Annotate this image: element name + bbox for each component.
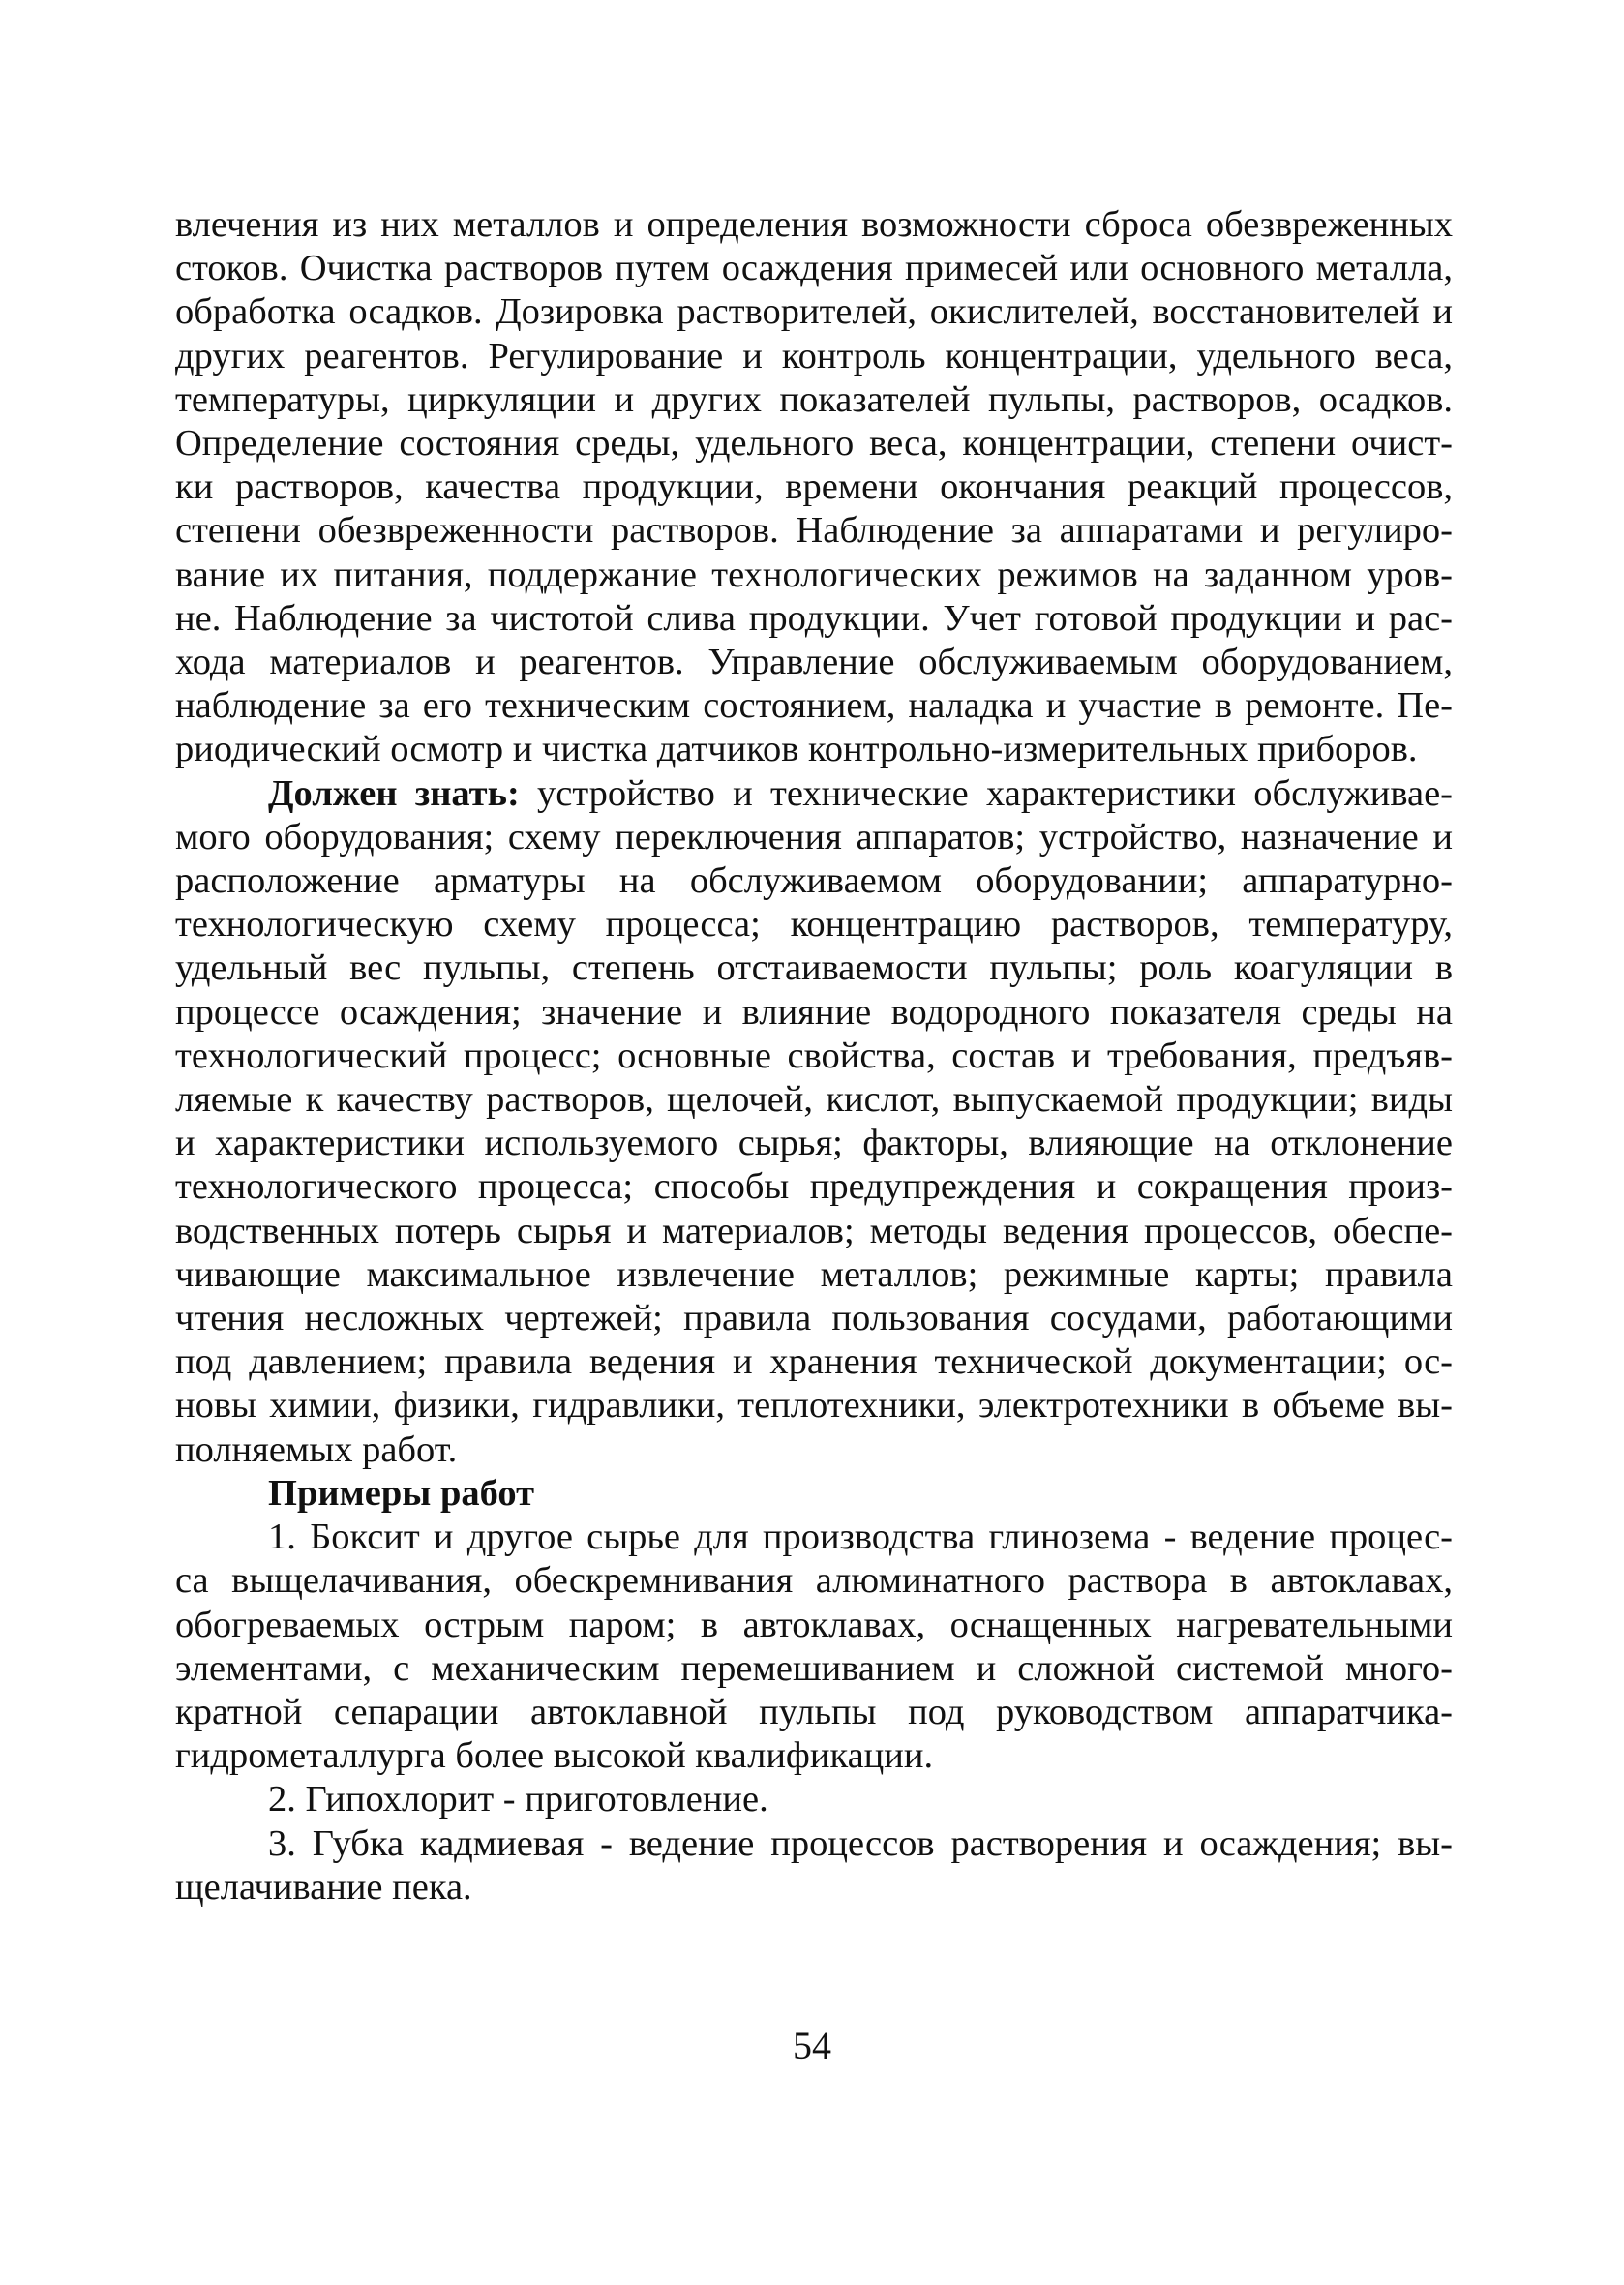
text-line: технологического процесса; способы предупреждения и сокращения произ-	[175, 1166, 1453, 1208]
paragraph-duties	[175, 203, 1453, 772]
text-line: влечения из них металлов и определения возможности сброса обезвреженных	[175, 204, 1453, 245]
text-line: хода материалов и реагентов. Управление обслуживаемым оборудованием,	[175, 642, 1453, 683]
text-line: чтения несложных чертежей; правила пользования сосудами, работающими	[175, 1298, 1453, 1339]
page-number: 54	[793, 2024, 831, 2067]
text-line: мого оборудования; схему переключения аппаратов; устройство, назначение и	[175, 816, 1453, 857]
text-line: процессе осаждения; значение и влияние водородного показателя среды на	[175, 991, 1453, 1033]
text-line: элементами, с механическим перемешиванием и сложной системой много-	[175, 1647, 1453, 1689]
text-line: гидрометаллурга более высокой квалификации.	[175, 1735, 934, 1777]
text-line: обогреваемых острым паром; в автоклавах, оснащенных нагревательными	[175, 1604, 1453, 1645]
text-line	[175, 772, 1453, 816]
text-line: кратной сепарации автоклавной пульпы под руководством аппаратчика-	[175, 1691, 1453, 1732]
text-line: риодический осмотр и чистка датчиков контрольно-измерительных приборов.	[175, 729, 1418, 770]
text-line: ки растворов, качества продукции, времени окончания реакций процессов,	[175, 466, 1453, 508]
body-text	[175, 203, 1453, 1909]
text-line: полняемых работ.	[175, 1428, 458, 1470]
example-1	[175, 1516, 1453, 1778]
text-line: расположение арматуры на обслуживаемом оборудовании; аппаратурно-	[175, 860, 1453, 902]
text-line: технологический процесс; основные свойства, состав и требования, предъяв-	[175, 1035, 1453, 1076]
examples-heading: Примеры работ	[268, 1472, 535, 1514]
must-know-first-line: устройство и технические характеристики обслуживае-	[519, 772, 1453, 814]
text-line: новы химии, физики, гидравлики, теплотехники, электротехники в объеме вы-	[175, 1385, 1453, 1427]
text-line: 1. Боксит и другое сырье для производства глинозема - ведение процес-	[268, 1517, 1453, 1558]
text-line: стоков. Очистка растворов путем осаждения примесей или основного металла,	[175, 248, 1453, 289]
text-line: щелачивание пека.	[175, 1866, 472, 1908]
text-line: удельный вес пульпы, степень отстаиваемости пульпы; роль коагуляции в	[175, 947, 1453, 989]
text-line: не. Наблюдение за чистотой слива продукции. Учет готовой продукции и рас-	[175, 597, 1453, 639]
text-line: температуры, циркуляции и других показателей пульпы, растворов, осадков.	[175, 378, 1453, 420]
text-line: и характеристики используемого сырья; факторы, влияющие на отклонение	[175, 1123, 1453, 1164]
text-line: под давлением; правила ведения и хранения технической документации; ос-	[175, 1341, 1453, 1383]
text-line: обработка осадков. Дозировка растворителей, окислителей, восстановителей и	[175, 291, 1453, 333]
paragraph-must-know	[175, 772, 1453, 1472]
text-line: 2. Гипохлорит - приготовление.	[268, 1779, 768, 1820]
text-line: степени обезвреженности растворов. Наблюдение за аппаратами и регулиро-	[175, 510, 1453, 552]
text-line: технологическую схему процесса; концентрацию растворов, температуру,	[175, 904, 1453, 946]
example-3	[175, 1822, 1453, 1909]
text-line: других реагентов. Регулирование и контроль концентрации, удельного веса,	[175, 335, 1453, 376]
text-line: 3. Губка кадмиевая - ведение процессов растворения и осаждения; вы-	[268, 1822, 1453, 1864]
text-line: са выщелачивания, обескремнивания алюминатного раствора в автоклавах,	[175, 1560, 1453, 1602]
text-line: водственных потерь сырья и материалов; методы ведения процессов, обеспе-	[175, 1210, 1453, 1251]
text-line: вание их питания, поддержание технологических режимов на заданном уров-	[175, 554, 1453, 595]
must-know-label: Должен знать:	[268, 772, 520, 814]
text-line: ляемые к качеству растворов, щелочей, кислот, выпускаемой продукции; виды	[175, 1079, 1453, 1121]
text-line: чивающие максимальное извлечение металлов; режимные карты; правила	[175, 1253, 1453, 1295]
text-line: наблюдение за его техническим состоянием, наладка и участие в ремонте. Пе-	[175, 685, 1453, 727]
example-2	[175, 1778, 1453, 1821]
text-line: Определение состояния среды, удельного веса, концентрации, степени очист-	[175, 423, 1453, 465]
